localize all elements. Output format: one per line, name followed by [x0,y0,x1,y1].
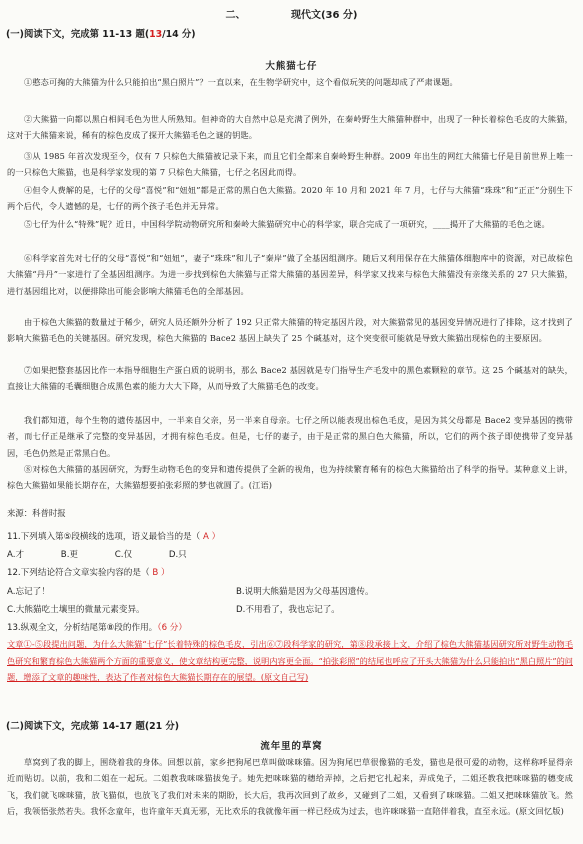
q12-option-b: B.说明大熊猫是因为父母基因遗传。 [236,587,374,597]
question-13-stem: 13.纵观全文，分析结尾第⑧段的作用。 [7,623,158,633]
reading1-heading-text: (一)阅读下文，完成第 11-13 题( [6,29,150,40]
paragraph-4: ④但令人费解的是，七仔的父母“喜悦”和“妞妞”都是正常的黑白色大熊猫。2020 年 10 月和 2021 年 7 月，七仔与大熊猫“珠珠”和“正正”分别生下两个后代，令人遗憾的是，七仔的两个孩子毛色并无异常。 [7,185,573,212]
paragraph-3: ③从 1985 年首次发现至今，仅有 7 只棕色大熊猫被记录下来，而且它们全都来自秦岭野生种群。2009 年出生的网红大熊猫七仔是目前世界上唯一的一只棕色大熊猫，也是科学家发现的第 7 只棕色大熊猫，七仔之名因此而得。 [7,151,573,178]
paragraph-8: ⑧对棕色大熊猫的基因研究，为野生动物毛色的变异和遗传提供了全新的视角，也为持续繁育稀有的棕色大熊猫给出了科学的指导。某种意义上讲，棕色大熊猫如果能长期存在，大熊猫想要拍张彩照的梦也就圆了。(江语) [7,464,573,491]
article2-title: 流年里的草窝 [260,741,323,752]
question-11-stem: 11.下列填入第⑤段横线的选项，语义最恰当的是（ [7,532,201,542]
paragraph-1: ①憨态可掬的大熊猫为什么只能拍出“黑白照片”？一直以来，在生物学研究中，这个看似玩笑的问题却成了严肃课题。 [24,77,458,87]
reading1-heading [6,26,196,40]
paragraph-5: ⑤七仔为什么“特殊”呢？近日，中国科学院动物研究所和秦岭大熊猫研究中心的科学家，联合完成了一项研究，____揭开了大熊猫的毛色之谜。 [24,219,550,229]
question-12-close: ） [160,568,170,578]
q11-option-c: C.仅 [114,550,133,560]
question-11-options [7,548,221,560]
question-12-answer: B [152,568,159,578]
section-title: 现代文(36 分) [290,10,358,21]
question-12 [7,566,170,578]
question-12-stem: 12.下列结论符合文章实验内容的是（ [7,568,150,578]
question-11-close: ） [211,532,221,542]
question-13-answer [7,636,573,686]
article-title: 大熊猫七仔 [265,61,318,72]
q12-option-c: C.大熊猫吃土壤里的微量元素变异。 [7,605,145,615]
question-13 [7,621,187,633]
reading2-heading: (二)阅读下文，完成第 14-17 题(21 分) [6,721,180,732]
question-13-answer-text: 文章①-⑤段提出问题，为什么大熊猫“七仔”长着特殊的棕色毛皮，引出⑥⑦段科学家的研究，第⑧段承接上文，介绍了棕色大熊猫基因研究所对野生动物毛色研究和繁育棕色大熊猫两个方面的重要意义，使文章结构更完整，说明内容更全面。“拍张彩照”的结尾也呼应了开头大熊猫为什么只能拍出“黑白照片”的问题，增添了文章的趣味性，表达了作者对棕色大熊猫长期存在的展望。(原文自己写) [7,639,573,682]
paragraph-6b: 由于棕色大熊猫的数量过于稀少，研究人员还额外分析了 192 只正常大熊猫的特定基因片段，对大熊猫常见的基因变异情况进行了排除，这才找到了影响大熊猫毛色的关键基因。研究发现，棕色大熊猫的 Bace2 基因上缺失了 25 个碱基对，这个突变很可能就是导致大熊猫出现棕色的主要原因。 [7,317,573,344]
q11-option-d: D.只 [168,550,187,560]
paragraph-6: ⑥科学家首先对七仔的父母“喜悦”和“妞妞”，妻子“珠珠”和儿子“秦岸”做了全基因组测序。随后又利用保存在大熊猫体细胞库中的资源，对已故棕色大熊猫“丹丹”一家进行了全基因组测序。为进一步找到棕色大熊猫与正常大熊猫的基因差异，科学家又找来与棕色大熊猫没有亲缘关系的 27 只大熊猫，进行基因组比对，以便排除出可能会影响大熊猫毛色的全部基因。 [7,253,573,296]
question-11-answer: A [202,532,209,542]
question-13-score: （6 分） [157,623,187,633]
score-obtained: 13 [149,29,163,40]
q11-option-b: B.更 [60,550,79,560]
question-11 [7,530,220,542]
paragraph-2: ②大熊猫一向都以黑白相间毛色为世人所熟知。但神奇的大自然中总是充满了例外，在秦岭野生大熊猫种群中，出现了一种长着棕色毛皮的大熊猫，这对于大熊猫来说，稀有的棕色皮成了探开大熊猫毛色之谜的钥匙。 [7,114,573,141]
section-heading [0,6,583,21]
section-number: 二、 [225,10,246,21]
article2-paragraph-1: 草窝到了我的脚上，围绕着我的身体。回想以前，家乡把狗尾巴草叫做咪咪猫。因为狗尾巴草很像猫的毛发，猫也是很可爱的动物，这样称呼显得亲近而贴切。以前，我和二姐在一起玩。二姐教我咪咪猫拔兔子。她先把咪咪猫的穗给弄掉，之后把它扎起来，弄成兔子，二姐还教我把咪咪猫的穗变成飞，我们就飞咪咪猫，放飞猫似，也放飞了我们对未来的期盼，长大后，我再次回到了故乡，又碰到了二姐，又看到了咪咪猫。二姐又把咪咪猫放飞。然后，我领悟张然若失。我怀念童年，也许童年天真无邪，无比欢乐的我就像年画一样已经成为过去，也许咪咪猫一直陪伴着我，直至永远。(原文回忆版) [7,757,573,816]
paragraph-7b: 我们都知道，每个生物的遗传基因中，一半来自父亲，另一半来自母亲。七仔之所以能表现出棕色毛皮，是因为其父母都是 Bace2 变异基因的携带者，而七仔正是继承了完整的变异基因，才拥有棕色毛皮。但是，七仔的妻子，由于是正常的黑白色大熊猫，所以，它们的两个孩子即使携带了变异基因，毛色仍然是正常黑白色。 [7,415,573,458]
paragraph-7: ⑦如果把整套基因比作一本指导细胞生产蛋白质的说明书，那么 Bace2 基因就是专门指导生产毛发中的黑色素颗粒的章节。这 25 个碱基对的缺失，直接让大熊猫的毛囊细胞合成黑色素的能力大大下降，从而导致了大熊猫毛色的改变。 [7,365,573,392]
source-line: 来源：科普时报 [7,508,66,518]
q11-option-a: A.才 [7,550,25,560]
reading1-heading-score: /14 分) [162,29,196,40]
q12-option-d: D.不用看了，我也忘记了。 [236,605,340,615]
q12-option-a: A.忘记了！ [7,587,50,597]
